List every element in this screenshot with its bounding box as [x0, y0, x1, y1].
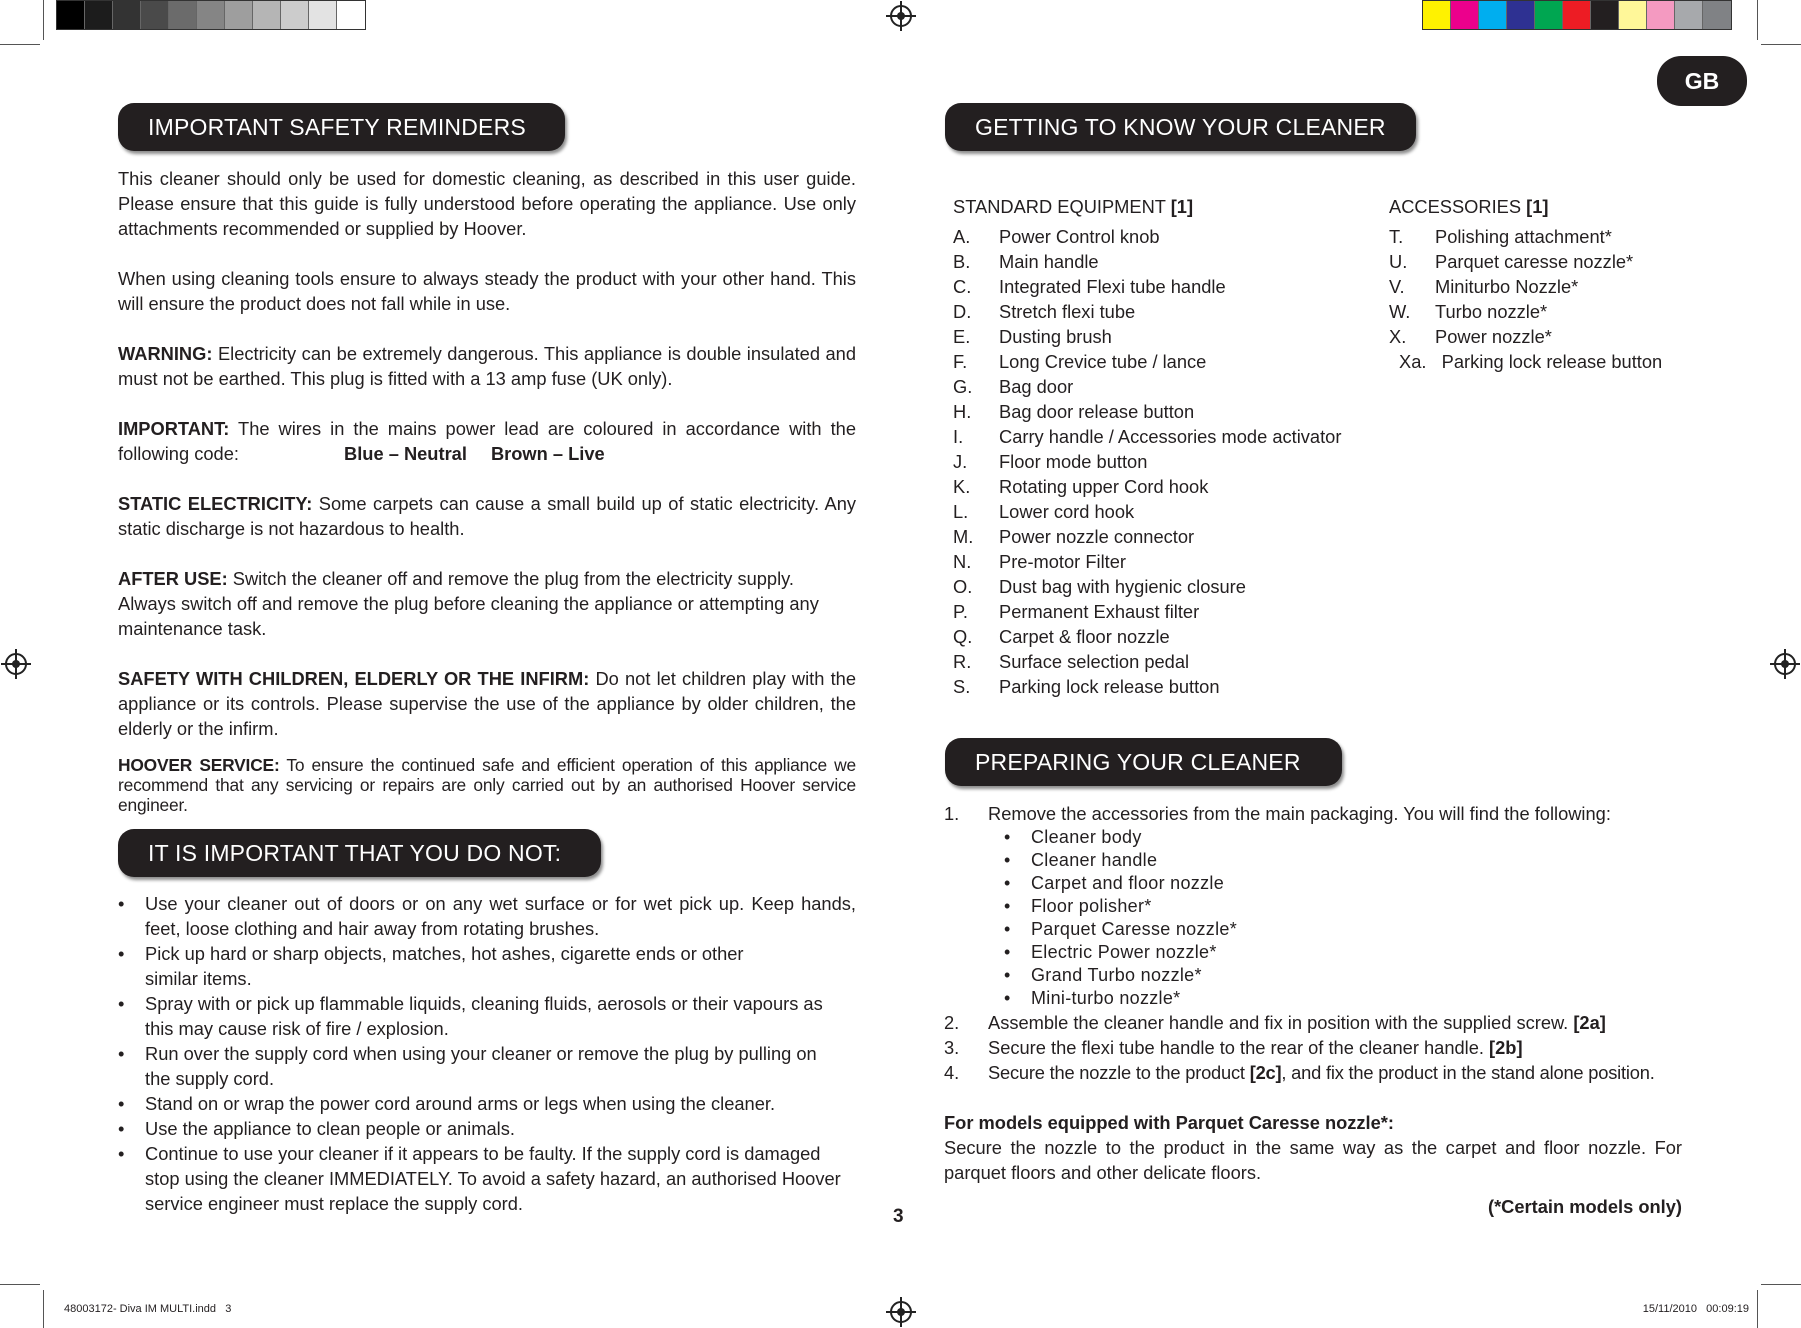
item-key: C. — [953, 276, 972, 297]
list-item — [953, 549, 1373, 574]
language-badge: GB — [1657, 56, 1747, 106]
item-label: Polishing attachment* — [1435, 226, 1612, 247]
standard-equipment-list — [953, 224, 1373, 699]
figure-ref: [1] — [1170, 196, 1194, 217]
item-key: B. — [953, 251, 971, 272]
item-label: Long Crevice tube / lance — [999, 351, 1207, 372]
gray-swatch — [141, 1, 169, 29]
item-key: H. — [953, 401, 972, 422]
list-item — [953, 524, 1373, 549]
after-use-text-2: Always switch off and remove the plug before cleaning the appliance or attempting any maintenance task. — [118, 593, 819, 639]
item-key: V. — [1389, 276, 1405, 297]
parquet-text: Secure the nozzle to the product in the same way as the carpet and floor nozzle. For parquet floors and other delicate floors. — [944, 1137, 1682, 1183]
step-text: Remove the accessories from the main packaging. You will find the following: — [988, 803, 1611, 824]
crop-mark — [43, 0, 44, 40]
step-number: 4. — [944, 1062, 960, 1083]
gray-swatch — [253, 1, 281, 29]
standard-equipment-heading-text: STANDARD EQUIPMENT — [953, 196, 1171, 217]
list-item: • Pick up hard or sharp objects, matches, hot ashes, cigarette ends or other similar items. — [118, 941, 856, 991]
item-label: Rotating upper Cord hook — [999, 476, 1209, 497]
step-text — [988, 1010, 1606, 1035]
item-label: Main handle — [999, 251, 1099, 272]
wire-code-brown: Brown – Live — [490, 443, 605, 464]
step-text — [988, 1060, 1655, 1085]
figure-ref: [1] — [1526, 196, 1549, 217]
list-item — [953, 349, 1373, 374]
gray-swatch — [197, 1, 225, 29]
gray-swatch — [281, 1, 309, 29]
children-text: Do not let children play with the appliance or its controls. Please supervise the use of the appliance by older children, the elderly or the infirm. — [118, 668, 856, 739]
item-label: Power nozzle* — [1435, 326, 1552, 347]
item-key: W. — [1389, 301, 1411, 322]
list-item — [953, 574, 1373, 599]
item-key: A. — [953, 226, 971, 247]
gray-swatch — [309, 1, 337, 29]
do-not-list — [118, 891, 856, 1216]
gray-swatch — [169, 1, 197, 29]
color-swatch — [1423, 1, 1451, 29]
list-item: • Use the appliance to clean people or animals. — [118, 1116, 856, 1141]
item-label: Power nozzle connector — [999, 526, 1195, 547]
item-key: T. — [1389, 226, 1404, 247]
item-key: X. — [1389, 326, 1407, 347]
important-label: IMPORTANT: — [118, 418, 230, 439]
safety-text-block — [118, 166, 856, 840]
step-number: 1. — [944, 803, 960, 824]
crop-mark — [1757, 0, 1758, 40]
item-key: Q. — [953, 626, 973, 647]
item-label: Turbo nozzle* — [1435, 301, 1548, 322]
item-key: N. — [953, 551, 972, 572]
static-text: Some carpets can cause a small build up of static electricity. Any static discharge is not hazardous to health. — [118, 493, 857, 539]
warning-text: Electricity can be extremely dangerous. This appliance is double insulated and must not be earthed. This plug is fitted with a 13 amp fuse (UK only). — [118, 343, 856, 389]
crop-mark — [0, 1284, 40, 1285]
color-swatch — [1451, 1, 1479, 29]
color-swatch — [1647, 1, 1675, 29]
list-item — [953, 424, 1373, 449]
accessory-xa: Xa. Parking lock release button — [1399, 351, 1663, 372]
after-use-label: AFTER USE: — [118, 568, 228, 589]
item-key: O. — [953, 576, 973, 597]
wire-code-blue: Blue – Neutral — [344, 443, 467, 464]
item-label: Bag door — [999, 376, 1074, 397]
list-item: • Use your cleaner out of doors or on any wet surface or for wet pick up. Keep hands, feet, loose clothing and hair away from rotating brushes. — [118, 891, 856, 941]
color-swatch — [1675, 1, 1703, 29]
item-label: Parking lock release button — [999, 676, 1220, 697]
item-key: G. — [953, 376, 973, 397]
item-key: U. — [1389, 251, 1408, 272]
list-item: • Parquet Caresse nozzle* — [1004, 918, 1684, 941]
item-label: Parquet caresse nozzle* — [1435, 251, 1634, 272]
list-item — [953, 299, 1373, 324]
list-item: • Cleaner body — [1004, 826, 1684, 849]
figure-ref: [2a] — [1573, 1012, 1606, 1033]
getting-to-know-heading: GETTING TO KNOW YOUR CLEANER — [945, 103, 1416, 151]
list-item — [1389, 249, 1729, 274]
item-label: Pre-motor Filter — [999, 551, 1126, 572]
item-key: I. — [953, 426, 964, 447]
item-key: L. — [953, 501, 969, 522]
step-text-main: Secure the nozzle to the product — [988, 1062, 1250, 1083]
gray-swatch — [57, 1, 85, 29]
color-swatch — [1507, 1, 1535, 29]
list-item — [953, 499, 1373, 524]
list-item — [953, 599, 1373, 624]
standard-equipment-section — [953, 194, 1373, 699]
list-item — [953, 474, 1373, 499]
children-label: SAFETY WITH CHILDREN, ELDERLY OR THE INFIRM: — [118, 668, 590, 689]
children-paragraph — [118, 666, 856, 741]
item-key: F. — [953, 351, 968, 372]
step-number: 2. — [944, 1012, 960, 1033]
preparing-section — [944, 801, 1684, 1219]
warning-paragraph — [118, 341, 856, 391]
accessories-list — [1389, 224, 1729, 349]
after-use-paragraph — [118, 566, 856, 641]
item-label: Dusting brush — [999, 326, 1112, 347]
step-1 — [944, 801, 1684, 826]
list-item — [1389, 324, 1729, 349]
item-key: D. — [953, 301, 972, 322]
accessories-heading-text: ACCESSORIES — [1389, 196, 1527, 217]
list-item — [953, 224, 1373, 249]
list-item: • Run over the supply cord when using your cleaner or remove the plug by pulling on the supply cord. — [118, 1041, 856, 1091]
crop-mark — [0, 44, 40, 45]
process-color-bar — [1422, 0, 1732, 30]
registration-mark-icon — [5, 653, 27, 675]
item-label: Surface selection pedal — [999, 651, 1190, 672]
step-2 — [944, 1010, 1684, 1035]
list-item: • Spray with or pick up flammable liquids, cleaning fluids, aerosols or their vapours as this may cause risk of fire / explosion. — [118, 991, 856, 1041]
color-swatch — [1535, 1, 1563, 29]
list-item: • Continue to use your cleaner if it appears to be faulty. If the supply cord is damaged stop using the cleaner IMMEDIATELY. To avoid a safety hazard, an authorised Hoover service engineer must replace the supply cord. — [118, 1141, 856, 1216]
item-label: Stretch flexi tube — [999, 301, 1136, 322]
item-key: K. — [953, 476, 971, 497]
figure-ref: [2c] — [1249, 1062, 1282, 1083]
service-paragraph — [118, 755, 856, 815]
color-swatch — [1479, 1, 1507, 29]
service-label: HOOVER SERVICE: — [118, 755, 280, 775]
gray-swatch — [337, 1, 365, 29]
list-item: • Mini-turbo nozzle* — [1004, 987, 1684, 1010]
step-number: 3. — [944, 1037, 960, 1058]
list-item: • Cleaner handle — [1004, 849, 1684, 872]
registration-mark-icon — [890, 5, 912, 27]
color-swatch — [1591, 1, 1619, 29]
list-item — [953, 399, 1373, 424]
packaging-items-list — [944, 826, 1684, 1010]
list-item — [953, 324, 1373, 349]
step-text-main: Assemble the cleaner handle and fix in position with the supplied screw. — [988, 1012, 1574, 1033]
wire-code-line — [344, 441, 856, 466]
item-label: Integrated Flexi tube handle — [999, 276, 1226, 297]
item-label: Floor mode button — [999, 451, 1148, 472]
item-key: P. — [953, 601, 968, 622]
list-item — [953, 624, 1373, 649]
gray-swatch — [113, 1, 141, 29]
item-label: Carry handle / Accessories mode activator — [999, 426, 1342, 447]
color-swatch — [1703, 1, 1731, 29]
crop-mark — [1761, 1284, 1801, 1285]
figure-ref: [2b] — [1489, 1037, 1523, 1058]
item-label: Lower cord hook — [999, 501, 1135, 522]
page-number: 3 — [893, 1206, 904, 1227]
list-item — [953, 274, 1373, 299]
list-item — [1389, 224, 1729, 249]
grayscale-color-bar — [56, 0, 366, 30]
item-label: Dust bag with hygienic closure — [999, 576, 1246, 597]
list-item — [953, 649, 1373, 674]
registration-mark-icon — [890, 1301, 912, 1323]
list-item: • Electric Power nozzle* — [1004, 941, 1684, 964]
item-label: Permanent Exhaust filter — [999, 601, 1200, 622]
safety-reminders-heading: IMPORTANT SAFETY REMINDERS — [118, 103, 565, 151]
item-label: Power Control knob — [999, 226, 1160, 247]
after-use-text: Switch the cleaner off and remove the plug from the electricity supply. — [227, 568, 795, 589]
step-text — [988, 1035, 1523, 1060]
list-item — [1389, 274, 1729, 299]
crop-mark — [1761, 44, 1801, 45]
item-key: E. — [953, 326, 971, 347]
list-item: • Stand on or wrap the power cord around arms or legs when using the cleaner. — [118, 1091, 856, 1116]
standard-equipment-heading — [953, 194, 1373, 219]
parquet-heading: For models equipped with Parquet Caresse nozzle*: — [944, 1112, 1395, 1133]
step-3 — [944, 1035, 1684, 1060]
warning-label: WARNING: — [118, 343, 213, 364]
list-item — [953, 249, 1373, 274]
step-text-end: , and fix the product in the stand alone position. — [1281, 1062, 1655, 1083]
item-key: M. — [953, 526, 974, 547]
gray-swatch — [85, 1, 113, 29]
list-item — [953, 449, 1373, 474]
crop-mark — [43, 1290, 44, 1328]
step-4 — [944, 1060, 1684, 1085]
list-item — [953, 674, 1373, 699]
registration-mark-icon — [1774, 653, 1796, 675]
list-item: • Grand Turbo nozzle* — [1004, 964, 1684, 987]
static-paragraph — [118, 491, 856, 541]
list-item: • Floor polisher* — [1004, 895, 1684, 918]
gray-swatch — [225, 1, 253, 29]
item-key: R. — [953, 651, 972, 672]
crop-mark — [1757, 1290, 1758, 1328]
item-key: S. — [953, 676, 971, 697]
color-swatch — [1619, 1, 1647, 29]
list-item — [953, 374, 1373, 399]
tools-paragraph: When using cleaning tools ensure to always steady the product with your other hand. This will ensure the product does not fall while in use. — [118, 268, 856, 314]
item-key: J. — [953, 451, 968, 472]
preparing-heading: PREPARING YOUR CLEANER — [945, 738, 1342, 786]
important-text: The wires in the mains power lead are coloured in accordance with the following code: — [118, 418, 856, 464]
list-item — [1389, 299, 1729, 324]
do-not-heading: IT IS IMPORTANT THAT YOU DO NOT: — [118, 829, 601, 877]
accessories-section — [1389, 194, 1729, 374]
accessories-heading — [1389, 194, 1729, 219]
certain-models-note: (*Certain models only) — [1487, 1196, 1682, 1217]
timestamp-slug: 15/11/2010 00:09:19 — [1642, 1303, 1749, 1315]
color-swatch — [1563, 1, 1591, 29]
service-text: To ensure the continued safe and efficient operation of this appliance we recommend that any servicing or repairs are only carried out by an authorised Hoover service engineer. — [118, 755, 856, 815]
list-item: • Carpet and floor nozzle — [1004, 872, 1684, 895]
item-label: Miniturbo Nozzle* — [1435, 276, 1579, 297]
item-label: Carpet & floor nozzle — [999, 626, 1170, 647]
item-label: Bag door release button — [999, 401, 1195, 422]
intro-paragraph: This cleaner should only be used for domestic cleaning, as described in this user guide. Please ensure that this guide is fully understood before operating the appliance. Use only attachments recommended or supplied by Hoover. — [118, 168, 856, 239]
step-text-main: Secure the flexi tube handle to the rear of the cleaner handle. — [988, 1037, 1490, 1058]
file-slug: 48003172- Diva IM MULTI.indd 3 — [64, 1303, 232, 1315]
static-label: STATIC ELECTRICITY: — [118, 493, 313, 514]
